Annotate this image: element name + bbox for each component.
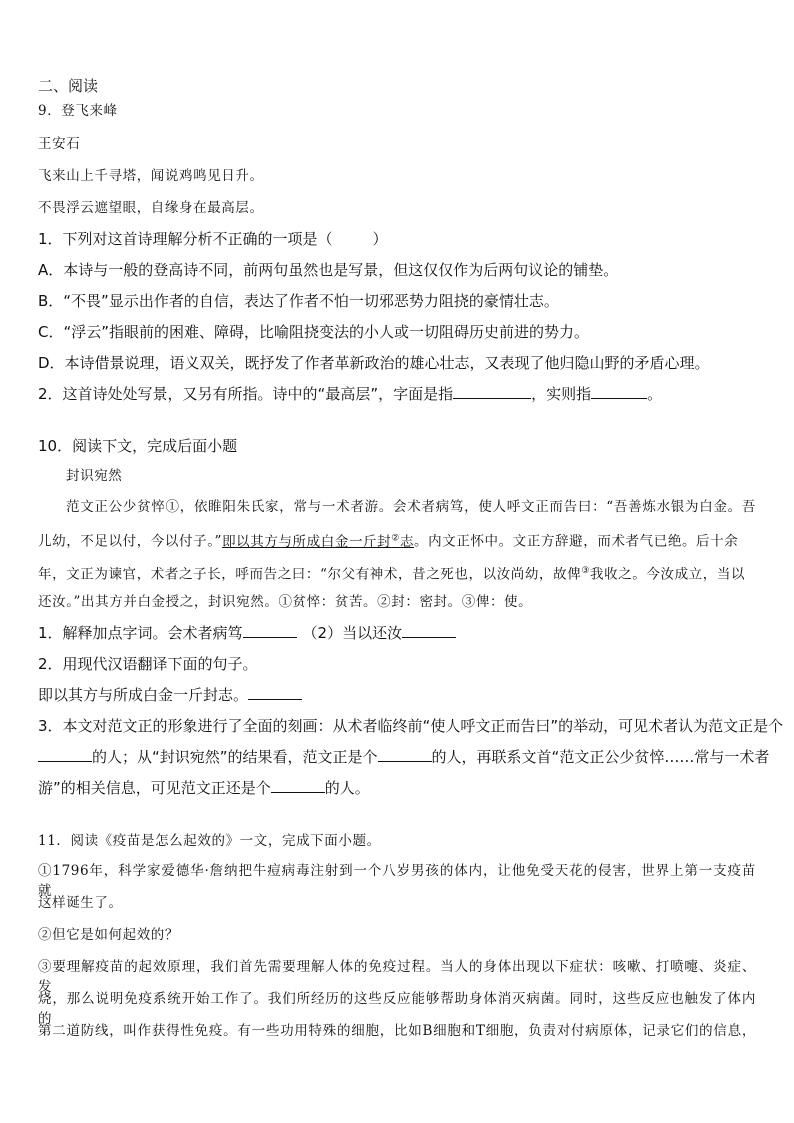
q9-poem-line-1: 飞来山上千寻塔，闻说鸡鸣见日升。: [38, 168, 264, 184]
q10-passage-line-4: 还汝。”出其方并白金授之，封识宛然。①贫悴：贫苦。②封：密封。③俾：使。: [38, 594, 533, 610]
blank-line[interactable]: [378, 747, 432, 762]
blank-line[interactable]: [271, 778, 325, 793]
q9-option-b: B．“不畏”显示出作者的自信，表达了作者不怕一切邪恶势力阻挠的豪情壮志。: [38, 292, 559, 310]
q11-para1-line-1: ①1796年，科学家爱德华·詹纳把牛痘病毒注射到一个八岁男孩的体内，让他免受天花的侵害，世界上第一支疫苗就: [38, 863, 756, 899]
q10-sub2: 2．用现代汉语翻译下面的句子。: [38, 655, 258, 673]
q9-sub2-part2: ，实则指: [531, 385, 592, 403]
q9-sub2-part1: 2．这首诗处处写景，又另有所指。诗中的“最高层”，字面是指: [38, 385, 454, 403]
q10-sub3-text: 的人。: [324, 779, 370, 797]
blank-line[interactable]: [248, 685, 302, 700]
blank-line[interactable]: [243, 623, 297, 638]
underlined-sentence: [222, 534, 414, 550]
q9-title: 9．登飞来峰: [38, 103, 118, 119]
q9-sub1-close: ）: [372, 230, 388, 248]
blank-line[interactable]: [453, 384, 531, 399]
passage-text: 儿幼，不足以付，今以付子。”: [38, 533, 223, 550]
footnote-marker: ③: [581, 566, 590, 576]
q10-sub2-sentence: 即以其方与所成白金一斤封志。: [38, 686, 249, 704]
q10-sub3-line-1: 3．本文对范文正的形象进行了全面的刻画：从术者临终前“使人呼文正而告曰”的举动，可见术者认为范文正是个: [38, 717, 784, 735]
q9-poem-line-2: 不畏浮云遮望眼，自缘身在最高层。: [38, 200, 264, 216]
passage-text: 。内文正怀中。文正方辞避，而术者气已绝。后十余: [414, 533, 739, 550]
q10-heading: 10．阅读下文，完成后面小题: [38, 437, 238, 455]
q11-para2: ②但它是如何起效的？: [38, 927, 179, 943]
q9-option-c: C．“浮云”指眼前的困难、障碍，比喻阻挠变法的小人或一切阻碍历史前进的势力。: [38, 323, 590, 341]
blank-line[interactable]: [38, 747, 92, 762]
q9-option-a: A．本诗与一般的登高诗不同，前两句虽然也是写景，但这仅仅作为后两句议论的铺垫。: [38, 261, 619, 279]
q9-author: 王安石: [38, 136, 81, 152]
q10-sub3-line-2: [38, 747, 770, 767]
q10-passage-line-1: 范文正公少贫悴①，依睢阳朱氏家，常与一术者游。会术者病笃，使人呼文正而告曰：“吾善炼水银为白金。吾: [66, 499, 756, 515]
q11-para3-line-1: ③要理解疫苗的起效原理，我们首先需要理解人体的免疫过程。当人的身体出现以下症状：咳嗽、打喷嚏、炎症、发: [38, 959, 756, 995]
q10-sub1: [38, 623, 756, 643]
q9-sub2-end: 。: [647, 385, 663, 403]
q9-option-d: D．本诗借景说理，语义双关，既抒发了作者革新政治的雄心壮志，又表现了他归隐山野的矛盾心理。: [38, 354, 710, 372]
section-title: 二、阅读: [38, 77, 99, 95]
q10-sub1-a: 1．解释加点字词。会术者病笃: [38, 624, 243, 642]
underlined-text-end: 志: [399, 533, 415, 550]
q10-sub3-line-3: [38, 778, 756, 798]
q10-sub1-b: （2）当以还汝: [302, 624, 403, 642]
q10-sub3-text: 的人，再联系文首“范文正公少贫悴……常与一术者: [431, 748, 770, 766]
q11-para3-line-2: 烧，那么说明免疫系统开始工作了。我们所经历的这些反应能够帮助身体消灭病菌。同时，这些反应也触发了体内的: [38, 991, 756, 1027]
q10-passage-line-3: [38, 561, 756, 585]
blank-line[interactable]: [402, 623, 456, 638]
q10-sub3-text: 的人；从“封识宛然”的结果看，范文正是个: [92, 748, 378, 766]
q9-sub1-stem-text: 1．下列对这首诗理解分析不正确的一项是（: [38, 230, 333, 248]
footnote-marker: ②: [391, 533, 400, 543]
q10-sub2-sentence-row: [38, 685, 756, 705]
passage-text: 年，文正为谏官，术者之子长，呼而告之曰：“尔父有神术，昔之死也，以汝尚幼，故俾: [38, 566, 582, 583]
underlined-text: 即以其方与所成白金一斤封: [222, 533, 392, 550]
q10-passage-line-2: [38, 528, 756, 552]
q10-sub3-text: 游”的相关信息，可见范文正还是个: [38, 779, 271, 797]
q11-para1-line-2: 这样诞生了。: [38, 895, 123, 911]
blank-line[interactable]: [591, 384, 647, 399]
q9-sub2: [38, 384, 756, 404]
passage-text: 我收之。今汝成立，当以: [589, 566, 746, 583]
q9-sub1-stem: [38, 229, 756, 249]
q10-passage-title: 封识宛然: [66, 468, 123, 484]
q11-para3-line-3: 第二道防线，叫作获得性免疫。有一些功用特殊的细胞，比如B细胞和T细胞，负责对付病原体，记录它们的信息，: [38, 1023, 756, 1039]
q11-heading: 11．阅读《疫苗是怎么起效的》一文，完成下面小题。: [38, 833, 381, 849]
